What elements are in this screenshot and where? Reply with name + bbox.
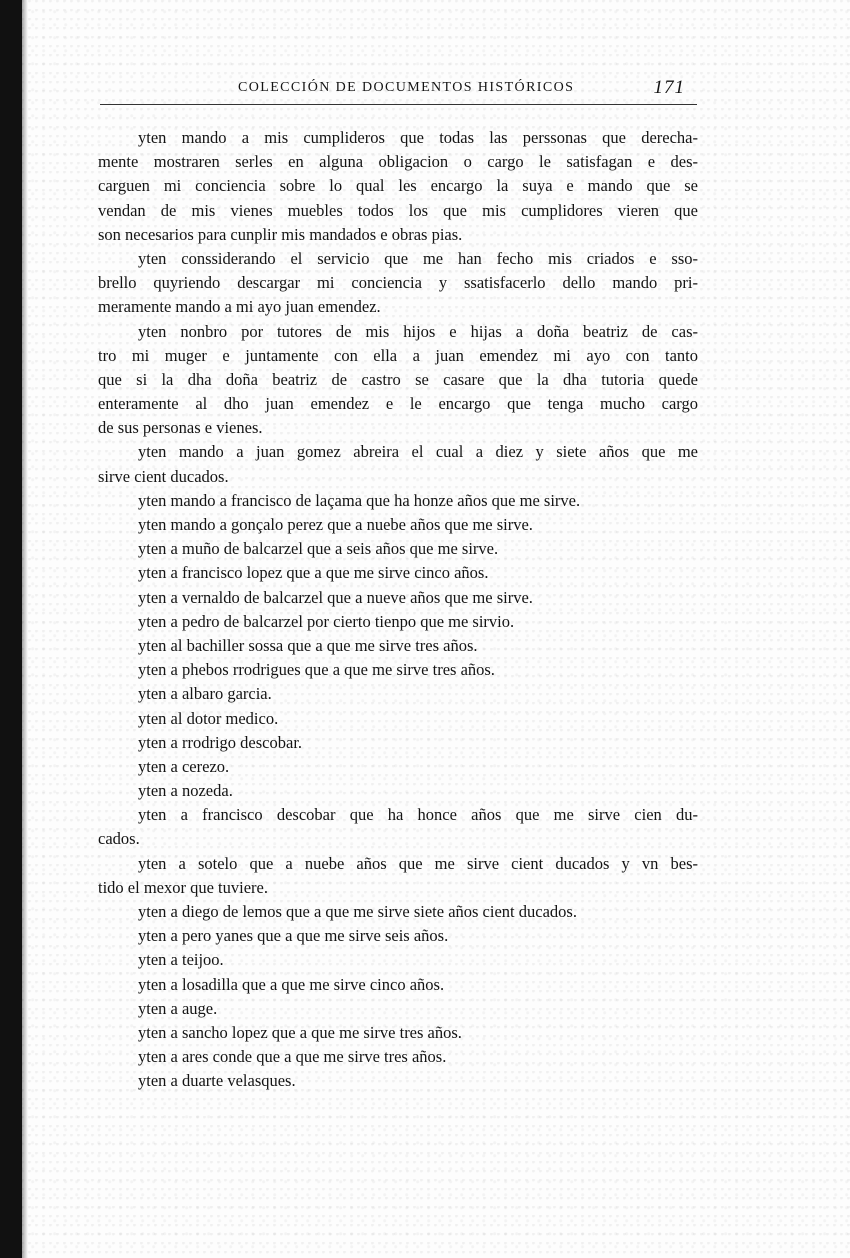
text-line: sirve cient ducados. (98, 466, 229, 486)
text-line: yten a pedro de balcarzel por cierto tienpo que me sirvio. (138, 611, 515, 631)
text-line: yten mando a mis cumplideros que todas las perssonas que derecha- (138, 128, 698, 147)
text-line: yten a teijoo. (138, 950, 224, 970)
text-line: yten a duarte velasques. (138, 1071, 296, 1091)
header-rule (100, 104, 697, 105)
text-line: yten a pero yanes que a que me sirve seis años. (138, 926, 449, 946)
text-line: brello quyriendo descargar mi conciencia y ssatisfacerlo dello mando pri- (98, 273, 698, 293)
text-line: yten a francisco descobar que ha honce años que me sirve cien du- (138, 805, 698, 825)
text-line: yten a francisco lopez que a que me sirve cinco años. (138, 563, 489, 583)
text-line: tido el mexor que tuviere. (98, 877, 268, 897)
text-line: yten a albaro garcia. (138, 684, 272, 704)
text-line: yten a auge. (138, 998, 218, 1018)
text-line: yten al dotor medico. (138, 708, 279, 728)
text-line: yten a nozeda. (138, 781, 233, 801)
text-line: yten a diego de lemos que a que me sirve siete años cient ducados. (138, 902, 577, 921)
running-title: COLECCIÓN DE DOCUMENTOS HISTÓRICOS (238, 80, 575, 95)
text-line: yten mando a gonçalo perez que a nuebe años que me sirve. (138, 515, 533, 534)
body-text (98, 126, 698, 1094)
text-line: tro mi muger e juntamente con ella a juan emendez mi ayo con tanto (98, 345, 698, 365)
text-line: yten a losadilla que a que me sirve cinco años. (138, 974, 445, 994)
text-line: yten al bachiller sossa que a que me sirve tres años. (138, 635, 478, 655)
text-line: yten mando a francisco de laçama que ha honze años que me sirve. (138, 490, 581, 510)
text-line: yten a sotelo que a nuebe años que me sirve cient ducados y vn bes- (138, 853, 698, 873)
text-line: vendan de mis vienes muebles todos los que mis cumplidores vieren que (98, 200, 698, 220)
text-line: carguen mi conciencia sobre lo qual les encargo la suya e mando que se (98, 176, 698, 196)
text-line: yten a muño de balcarzel que a seis años que me sirve. (138, 539, 499, 559)
text-line: cados. (98, 829, 140, 849)
text-line: meramente mando a mi ayo juan emendez. (98, 297, 381, 317)
spine-gradient (22, 0, 28, 1258)
text-line: de sus personas e vienes. (98, 418, 263, 438)
text-line: yten a cerezo. (138, 756, 230, 776)
text-line: enteramente al dho juan emendez e le encargo que tenga mucho cargo (98, 394, 698, 414)
text-line: yten conssiderando el servicio que me han fecho mis criados e sso- (138, 248, 698, 268)
text-line: yten a sancho lopez que a que me sirve tres años. (138, 1022, 462, 1042)
text-line: yten mando a juan gomez abreira el cual a diez y siete años que me (138, 442, 698, 462)
text-line: yten a vernaldo de balcarzel que a nueve años que me sirve. (138, 587, 533, 607)
text-line: yten a rrodrigo descobar. (138, 732, 303, 752)
text-line: yten nonbro por tutores de mis hijos e hijas a doña beatriz de cas- (138, 321, 698, 341)
text-line: que si la dha doña beatriz de castro se casare que la dha tutoria quede (98, 369, 698, 389)
book-spine-shadow (0, 0, 22, 1258)
page-number: 171 (653, 77, 685, 98)
text-line: yten a phebos rrodrigues que a que me sirve tres años. (138, 660, 495, 680)
text-line: mente mostraren serles en alguna obligacion o cargo le satisfagan e des- (98, 152, 698, 172)
text-line: yten a ares conde que a que me sirve tres años. (138, 1047, 447, 1067)
page-header (100, 77, 697, 102)
text-line: son necesarios para cunplir mis mandados e obras pias. (98, 224, 463, 244)
